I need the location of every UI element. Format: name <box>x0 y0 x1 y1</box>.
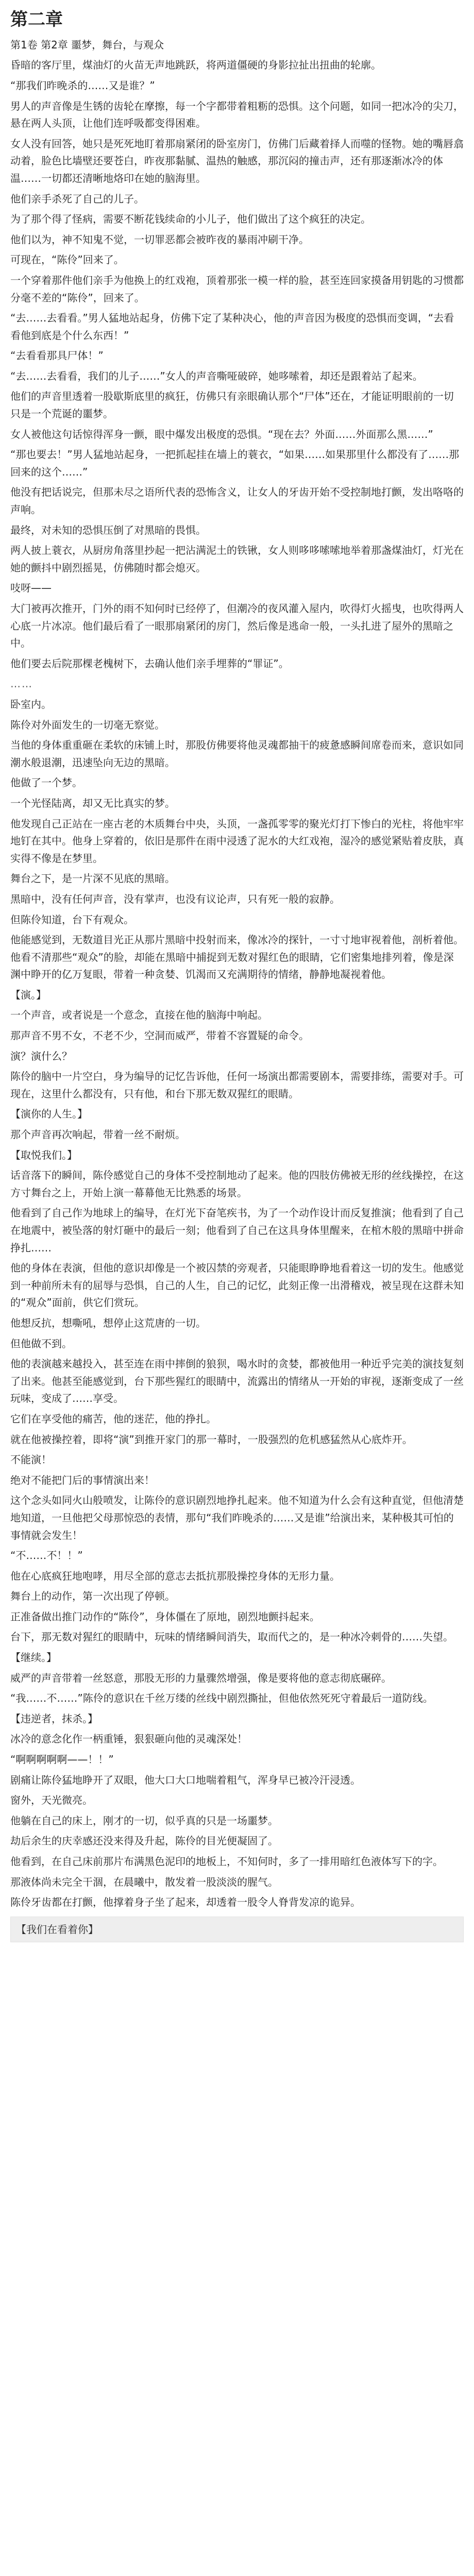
paragraph: 【演。】 <box>10 988 46 1001</box>
paragraph: 台下，那无数对猩红的眼睛中，玩味的情绪瞬间消失，取而代之的，是一种冰冷刺骨的……失望。 <box>10 1631 453 1643</box>
chapter-subtitle: 第1卷 第2章 噩梦，舞台，与观众 <box>10 38 164 51</box>
paragraph: 劫后余生的庆幸感还没来得及升起，陈伶的目光便凝固了。 <box>10 1835 278 1848</box>
paragraph: “啊啊啊啊啊——！！” <box>10 1753 114 1766</box>
paragraph: 绝对不能把门后的事情演出来！ <box>10 1473 155 1486</box>
paragraph: 【取悦我们。】 <box>10 1148 77 1161</box>
paragraph: 这个念头如同火山般喷发，让陈伶的意识剧烈地挣扎起来。他不知道为什么会有这种直觉，但他清楚地知道，一旦他把父母那惊恐的表情，那句“我们昨晚杀的……又是谁”给演出来，某种极其可怕的事情就会发生！ <box>10 1494 464 1541</box>
paragraph: 不能演！ <box>10 1453 52 1466</box>
paragraph: “去……去看看。”男人猛地站起身，仿佛下定了某种决心，他的声音因为极度的恐惧而变调，“去看看他到底是个什么东西！” <box>10 312 454 342</box>
paragraph: 他想反抗，想嘶吼，想停止这荒唐的一切。 <box>10 1316 206 1329</box>
paragraph: 一个光怪陆离，却又无比真实的梦。 <box>10 796 175 809</box>
paragraph: 他的表演越来越投入，甚至连在雨中摔倒的狼狈，喝水时的贪婪，都被他用一种近乎完美的演技复刻了出来。他甚至能感觉到，台下那些猩红的眼睛中，流露出的情绪从一开始的审视，逐渐变成了一丝玩味，变成了……享受。 <box>10 1358 464 1405</box>
chapter-title: 第二章 <box>10 9 63 30</box>
paragraph: 但陈伶知道，台下有观众。 <box>10 913 134 926</box>
paragraph: 可现在，“陈伶”回来了。 <box>10 253 124 266</box>
paragraph: 但他做不到。 <box>10 1337 72 1350</box>
chapter-end-banner: 【我们在看着你】 <box>10 1917 464 1942</box>
paragraph: 他们以为，神不知鬼不觉，一切罪恶都会被昨夜的暴雨冲刷干净。 <box>10 233 309 246</box>
paragraph: 黑暗中，没有任何声音，没有掌声，也没有议论声，只有死一般的寂静。 <box>10 892 340 905</box>
paragraph: 舞台之下，是一片深不见底的黑暗。 <box>10 872 175 885</box>
paragraph: 他的身体在表演，但他的意识却像是一个被囚禁的旁观者，只能眼睁睁地看着这一切的发生。他感觉到一种前所未有的屈辱与恐惧，自己的人生，自己的记忆，此刻正像一出滑稽戏，被呈现在这群未知的“观众”面前，供它们赏玩。 <box>10 1262 464 1309</box>
paragraph: 女人没有回答，她只是死死地盯着那扇紧闭的卧室房门，仿佛门后藏着择人而噬的怪物。她的嘴唇翕动着，脸色比墙壁还要苍白，昨夜那黏腻、温热的触感，那沉闷的撞击声，还有那逐渐冰冷的体温……一切都还清晰地烙印在她的脑海里。 <box>10 137 464 184</box>
paragraph: 【继续。】 <box>10 1651 57 1664</box>
paragraph: 【违逆者，抹杀。】 <box>10 1712 98 1725</box>
paragraph: 那液体尚未完全干涸，在晨曦中，散发着一股淡淡的腥气。 <box>10 1875 278 1888</box>
paragraph: 男人的声音像是生锈的齿轮在摩擦，每一个字都带着粗粝的恐惧。这个问题，如同一把冰冷的尖刀，悬在两人头顶，让他们连呼吸都变得困难。 <box>10 99 464 130</box>
paragraph: 他在心底疯狂地咆哮，用尽全部的意志去抵抗那股操控身体的无形力量。 <box>10 1569 340 1582</box>
paragraph: 昏暗的客厅里，煤油灯的火苗无声地跳跃，将两道僵硬的身影拉扯出扭曲的轮廓。 <box>10 59 381 72</box>
paragraph: 为了那个得了怪病，需要不断花钱续命的小儿子，他们做出了这个疯狂的决定。 <box>10 213 371 226</box>
paragraph: 陈伶牙齿都在打颤，他撑着身子坐了起来，却透着一股令人脊背发凉的诡异。 <box>10 1896 361 1909</box>
paragraph: “那我们昨晚杀的……又是谁？” <box>10 79 155 92</box>
paragraph: 他发现自己正站在一座古老的木质舞台中央，头顶，一盏孤零零的聚光灯打下惨白的光柱，将他牢牢地钉在其中。他身上穿着的，依旧是那件在雨中浸透了泥水的大红戏袍，湿冷的感觉紧贴着皮肤，真实得不像是在梦里。 <box>10 817 464 865</box>
paragraph: “去看看那具尸体！” <box>10 349 104 362</box>
paragraph: 【演你的人生。】 <box>10 1108 88 1121</box>
paragraph: 卧室内。 <box>10 698 52 710</box>
paragraph: 吱呀—— <box>10 582 52 595</box>
paragraph: 话音落下的瞬间，陈伶感觉自己的身体不受控制地动了起来。他的四肢仿佛被无形的丝线操控，在这方寸舞台之上，开始上演一幕幕他无比熟悉的场景。 <box>10 1169 464 1199</box>
paragraph: 他们的声音里透着一股歇斯底里的疯狂，仿佛只有亲眼确认那个“尸体”还在，才能证明眼前的一切只是一个荒诞的噩梦。 <box>10 390 454 420</box>
paragraph: 当他的身体重重砸在柔软的床铺上时，那股仿佛要将他灵魂都抽干的疲惫感瞬间席卷而来，意识如同潮水般退潮，迅速坠向无边的黑暗。 <box>10 739 464 769</box>
paragraph: 陈伶对外面发生的一切毫无察觉。 <box>10 718 165 731</box>
paragraph: “那也要去！”男人猛地站起身，一把抓起挂在墙上的蓑衣，“如果……如果那里什么都没有了……那回来的这个……” <box>10 448 460 478</box>
paragraph: 他能感觉到，无数道目光正从那片黑暗中投射而来，像冰冷的探针，一寸寸地审视着他，剖析着他。他看不清那些“观众”的脸，却能在黑暗中捕捉到无数对猩红色的眼睛，它们密集地排列着，像是深渊中睁开的亿万复眼，带着一种贪婪、饥渴而又充满期待的情绪，静静地凝视着他。 <box>10 934 464 981</box>
paragraph: 演？演什么？ <box>10 1049 72 1062</box>
paragraph: 大门被再次推开，门外的雨不知何时已经停了，但潮冷的夜风灌入屋内，吹得灯火摇曳，也吹得两人心底一片冰凉。他们最后看了一眼那扇紧闭的房门，然后像是逃命一般，一头扎进了屋外的黑暗之中。 <box>10 602 464 650</box>
paragraph: 剧痛让陈伶猛地睁开了双眼，他大口大口地喘着粗气，浑身早已被冷汗浸透。 <box>10 1773 361 1786</box>
paragraph: 陈伶的脑中一片空白，身为编导的记忆告诉他，任何一场演出都需要剧本，需要排练，需要对手。可现在，这里什么都没有，只有他，和台下那无数双猩红的眼睛。 <box>10 1070 464 1100</box>
paragraph: 正准备做出推门动作的“陈伶”，身体僵在了原地，剧烈地颤抖起来。 <box>10 1610 320 1623</box>
paragraph: “不……不！！” <box>10 1549 83 1562</box>
paragraph: 最终，对未知的恐惧压倒了对黑暗的畏惧。 <box>10 523 206 536</box>
section-separator: …… <box>10 677 33 690</box>
paragraph: 一个穿着那件他们亲手为他换上的红戏袍，顶着那张一模一样的脸，甚至连回家摸备用钥匙的习惯都分毫不差的“陈伶”，回来了。 <box>10 274 464 304</box>
paragraph: 他躺在自己的床上，刚才的一切，似乎真的只是一场噩梦。 <box>10 1814 278 1827</box>
paragraph: 威严的声音带着一丝怒意，那股无形的力量骤然增强，像是要将他的意志彻底碾碎。 <box>10 1671 392 1684</box>
paragraph: 那声音不男不女，不老不少，空洞而威严，带着不容置疑的命令。 <box>10 1029 309 1042</box>
paragraph: “去……去看看，我们的儿子……”女人的声音嘶哑破碎，她哆嗦着，却还是跟着站了起来。 <box>10 369 423 382</box>
paragraph: 它们在享受他的痛苦，他的迷茫，他的挣扎。 <box>10 1412 216 1425</box>
paragraph: 他没有把话说完，但那未尽之语所代表的恐怖含义，让女人的牙齿开始不受控制地打颤，发出咯咯的声响。 <box>10 486 464 516</box>
paragraph: 女人被他这句话惊得浑身一颤，眼中爆发出极度的恐惧。“现在去？外面……外面那么黑……” <box>10 428 433 440</box>
paragraph: 那个声音再次响起，带着一丝不耐烦。 <box>10 1128 185 1141</box>
paragraph: 他们亲手杀死了自己的儿子。 <box>10 192 144 205</box>
chapter-body <box>10 37 464 1911</box>
paragraph: 冰冷的意念化作一柄重锤，狠狠砸向他的灵魂深处！ <box>10 1733 247 1745</box>
paragraph: 两人披上蓑衣，从厨房角落里抄起一把沾满泥土的铁锹，女人则哆哆嗦嗦地举着那盏煤油灯，灯光在她的颤抖中剧烈摇晃，仿佛随时都会熄灭。 <box>10 544 464 574</box>
paragraph: 他看到了自己作为地球上的编导，在灯光下奋笔疾书，为了一个动作设计而反复推演；他看到了自己在地震中，被坠落的射灯砸中的最后一刻；他看到了自己在这具身体里醒来，在棺木般的黑暗中拼命挣扎…… <box>10 1207 464 1254</box>
paragraph: 一个声音，或者说是一个意念，直接在他的脑海中响起。 <box>10 1009 268 1022</box>
paragraph: 就在他被操控着，即将“演”到推开家门的那一幕时，一股强烈的危机感猛然从心底炸开。 <box>10 1433 413 1446</box>
paragraph: 他看到，在自己床前那片布满黑色泥印的地板上，不知何时，多了一排用暗红色液体写下的字。 <box>10 1855 443 1868</box>
paragraph: “我……不……”陈伶的意识在千丝万缕的丝线中剧烈撕扯，但他依然死死守着最后一道防线。 <box>10 1692 433 1705</box>
paragraph: 舞台上的动作，第一次出现了停顿。 <box>10 1590 175 1603</box>
paragraph: 他做了一个梦。 <box>10 776 82 789</box>
paragraph: 他们要去后院那棵老槐树下，去确认他们亲手埋葬的“罪证”。 <box>10 657 289 670</box>
paragraph: 窗外，天光微亮。 <box>10 1794 93 1807</box>
